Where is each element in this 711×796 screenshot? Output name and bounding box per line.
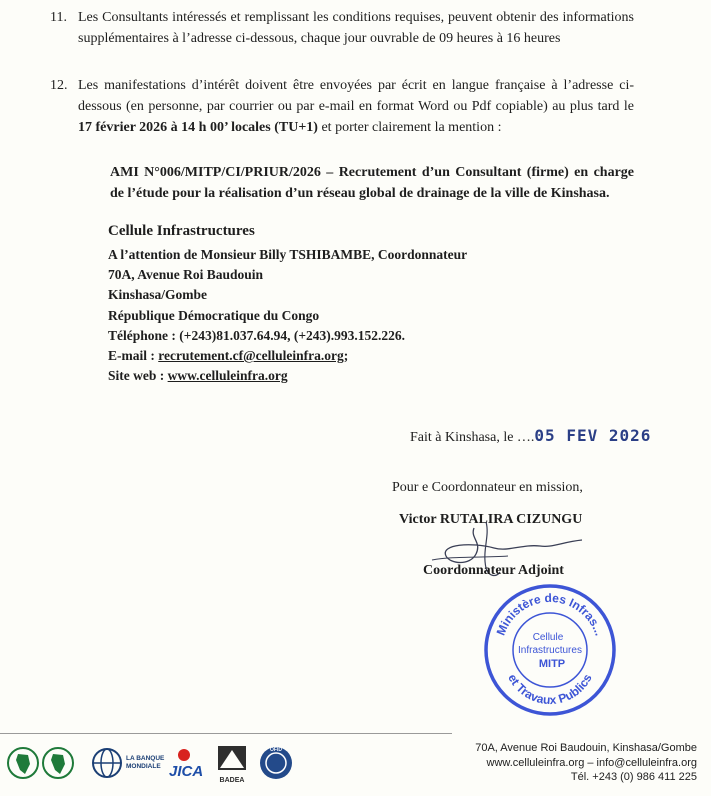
footer-phone: Tél. +243 (0) 986 411 225 [570,771,697,784]
ami-reference: AMI N°006/MITP/CI/PRIUR/2026 – Recrutement d’un Consultant (firme) en charge de l’étude pour la réalisation d’un réseau global de drainage de la ville de Kinshasa. [110,165,634,201]
seal-top-text: Ministère des Infras... [493,590,607,638]
item-text-end: et porter clairement la mention : [317,120,502,135]
footer-web-email: www.celluleinfra.org – info@celluleinfra.org [486,756,697,769]
phone-value: (+243)81.037.64.94, (+243).993.152.226. [179,327,406,343]
afdf-logo [43,748,73,778]
address-attention: A l’attention de Monsieur Billy TSHIBAMBE, Coordonnateur [108,247,468,262]
afdb-logo [8,748,38,778]
badea-label: BADEA [219,777,245,784]
item-text: Les manifestations d’intérêt doivent être envoyées par écrit en langue française à l’adresse ci-dessous (en personne, par courrier ou par e-mail en format Word ou Pdf copiable) au plus tard le [78,78,634,114]
world-bank-label-1: LA BANQUE [126,755,165,762]
email-link[interactable]: recrutement.cf@celluleinfra.org [158,348,344,364]
signer-name: Victor RUTALIRA CIZUNGU [399,512,583,527]
address-site [108,366,467,386]
official-seal [482,582,618,718]
footer-address: 70A, Avenue Roi Baudouin, Kinshasa/Gombe [475,742,697,754]
jica-logo [169,749,203,780]
item-number: 12. [50,78,68,93]
seal-bottom-text: et Travaux Publics [505,671,595,708]
address-email [108,346,467,366]
on-behalf-line: Pour e Coordonnateur en mission, [392,480,583,495]
site-link[interactable]: www.celluleinfra.org [167,368,288,384]
date-prefix: Fait à Kinshasa, le …. [410,430,535,445]
world-bank-logo [93,749,165,777]
badea-logo [218,746,246,784]
date-line [410,426,651,446]
date-stamp: 05 FEV 2026 [534,426,652,445]
list-item-12 [50,75,634,138]
address-street: 70A, Avenue Roi Baudouin [108,267,264,283]
site-label: Site web : [108,368,168,384]
footer-divider [0,733,452,734]
item-number: 11. [50,10,67,25]
address-city: Kinshasa/Gombe [108,287,208,303]
address-phone [108,326,467,346]
item-text: Les Consultants intéressés et remplissant les conditions requises, peuvent obtenir des informations supplémentaires à l’adresse ci-dessous, chaque jour ouvrable de 09 heures à 16 heures [78,10,634,46]
footer-contact [475,741,697,785]
ofid-logo [260,747,292,779]
email-label: E-mail : [108,348,159,364]
deadline: 17 février 2026 à 14 h 00’ locales (TU+1) [78,120,318,135]
jica-label: JICA [169,763,204,780]
seal-center-2: Infrastructures [518,645,582,656]
ofid-label: OFID [270,747,282,753]
world-bank-label-2: MONDIALE [126,763,161,770]
phone-label: Téléphone : [108,327,180,343]
svg-text:et Travaux Publics [505,671,595,707]
list-item-11 [50,7,634,49]
email-separator: ; [343,348,349,364]
address-country: République Démocratique du Congo [108,307,320,323]
seal-center-1: Cellule [532,632,564,643]
partner-logos [6,738,304,790]
address-block [108,221,467,386]
seal-center-3: MITP [538,658,566,670]
signer-role: Coordonnateur Adjoint [423,563,564,578]
address-org: Cellule Infrastructures [108,223,255,239]
